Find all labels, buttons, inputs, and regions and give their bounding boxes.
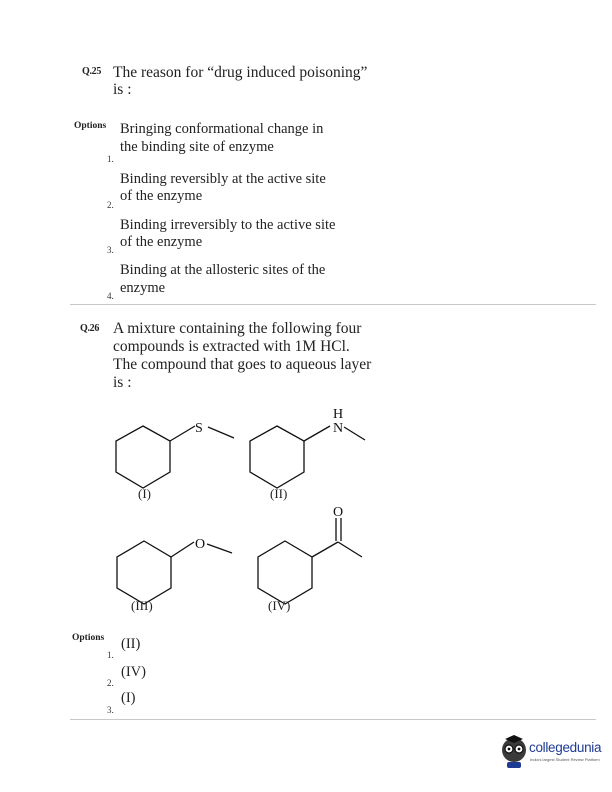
question-text-line: A mixture containing the following four (113, 320, 362, 337)
options-label: Options (74, 121, 107, 131)
compound-label: (II) (270, 486, 288, 501)
option-text: (I) (121, 690, 136, 706)
mascot-icon (497, 735, 531, 771)
brand-name: collegedunia (529, 740, 602, 755)
option-number: 3. (107, 705, 114, 715)
oxygen-atom-label: O (333, 505, 344, 520)
option-text: (IV) (121, 664, 146, 680)
option-number: 2. (107, 200, 114, 210)
option-number: 2. (107, 678, 114, 688)
question-text-line: The compound that goes to aqueous layer (113, 356, 372, 373)
options-label: Options (72, 633, 105, 643)
compound-label: (III) (131, 598, 153, 613)
option-number: 1. (107, 154, 114, 164)
nitrogen-atom-label: N (333, 421, 344, 436)
compound-iii-structure (117, 541, 232, 604)
option-text-line: Binding reversibly at the active site (120, 171, 326, 187)
hydrogen-atom-label: H (333, 407, 344, 422)
option-text-line: Bringing conformational change in (120, 121, 324, 137)
option-text-line: of the enzyme (120, 234, 203, 250)
compound-ii-structure (250, 426, 365, 488)
option-text-line: the binding site of enzyme (120, 139, 274, 155)
option-text: (II) (121, 636, 141, 652)
compound-i-structure (116, 426, 234, 488)
option-text-line: of the enzyme (120, 188, 203, 204)
compound-label: (IV) (268, 598, 291, 613)
compound-iv-structure (258, 518, 362, 604)
section-divider (70, 719, 596, 720)
compound-label: (I) (138, 486, 151, 501)
brand-tagline: India's largest Student Review Platform (530, 757, 600, 762)
question-text-line: is : (113, 81, 132, 98)
option-text-line: Binding at the allosteric sites of the (120, 262, 326, 278)
question-number: Q.26 (80, 323, 100, 334)
option-number: 1. (107, 650, 114, 660)
question-text-line: is : (113, 374, 132, 391)
oxygen-atom-label: O (195, 537, 206, 552)
question-text-line: The reason for “drug induced poisoning” (113, 64, 368, 81)
sulfur-atom-label: S (195, 421, 203, 436)
option-number: 4. (107, 291, 114, 301)
brand-logo (497, 735, 607, 775)
option-number: 3. (107, 245, 114, 255)
option-text-line: enzyme (120, 280, 166, 296)
question-text-line: compounds is extracted with 1M HCl. (113, 338, 350, 355)
question-number: Q.25 (82, 66, 102, 77)
option-text-line: Binding irreversibly to the active site (120, 217, 336, 233)
